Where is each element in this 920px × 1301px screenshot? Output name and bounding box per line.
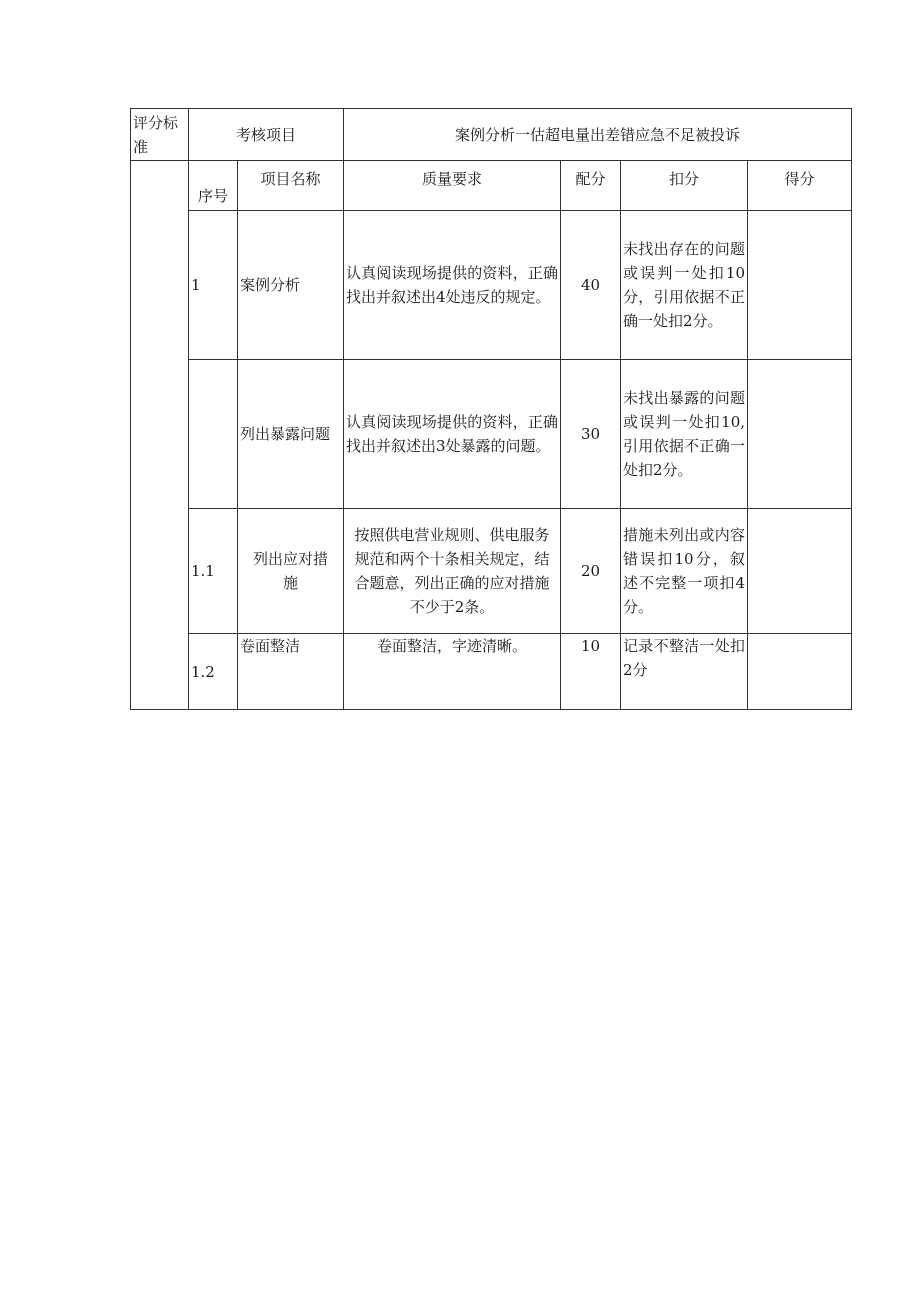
scoring-standard-body bbox=[131, 161, 189, 710]
col-header-points: 配分 bbox=[561, 161, 621, 211]
table-row bbox=[131, 634, 852, 710]
row-deduction: 未找出暴露的问题或误判一处扣10,引用依据不正确一处扣2分。 bbox=[621, 360, 748, 509]
row-deduction: 措施未列出或内容错误扣10分，叙述不完整一项扣4分。 bbox=[621, 509, 748, 634]
row-requirement: 认真阅读现场提供的资料，正确找出并叙述出4处违反的规定。 bbox=[344, 211, 561, 360]
col-header-score: 得分 bbox=[748, 161, 852, 211]
col-header-name: 项目名称 bbox=[238, 161, 344, 211]
row-points: 40 bbox=[561, 211, 621, 360]
scoring-standard-label: 评分标准 bbox=[131, 109, 189, 161]
row-seq: 1.2 bbox=[189, 634, 238, 710]
scoring-table bbox=[130, 108, 852, 710]
row-name: 列出暴露问题 bbox=[238, 360, 344, 509]
row-score bbox=[748, 211, 852, 360]
row-score bbox=[748, 634, 852, 710]
row-name: 案例分析 bbox=[238, 211, 344, 360]
row-requirement: 认真阅读现场提供的资料，正确找出并叙述出3处暴露的问题。 bbox=[344, 360, 561, 509]
assessment-item-value: 案例分析一估超电量出差错应急不足被投诉 bbox=[344, 109, 852, 161]
row-name: 列出应对措施 bbox=[238, 509, 344, 634]
table-row bbox=[131, 360, 852, 509]
assessment-item-label: 考核项目 bbox=[189, 109, 344, 161]
row-score bbox=[748, 360, 852, 509]
row-points: 30 bbox=[561, 360, 621, 509]
col-header-seq: 序号 bbox=[189, 161, 238, 211]
col-header-deduction: 扣分 bbox=[621, 161, 748, 211]
row-seq bbox=[189, 360, 238, 509]
header-row bbox=[131, 109, 852, 161]
row-requirement: 卷面整洁，字迹清晰。 bbox=[344, 634, 561, 710]
table-row bbox=[131, 211, 852, 360]
row-deduction: 记录不整洁一处扣2分 bbox=[621, 634, 748, 710]
column-header-row bbox=[131, 161, 852, 211]
row-score bbox=[748, 509, 852, 634]
row-name: 卷面整洁 bbox=[238, 634, 344, 710]
row-seq: 1.1 bbox=[189, 509, 238, 634]
table-row bbox=[131, 509, 852, 634]
row-points: 10 bbox=[561, 634, 621, 710]
row-requirement: 按照供电营业规则、供电服务规范和两个十条相关规定，结合题意，列出正确的应对措施不少于2条。 bbox=[344, 509, 561, 634]
col-header-requirement: 质量要求 bbox=[344, 161, 561, 211]
row-deduction: 未找出存在的问题或误判一处扣10分，引用依据不正确一处扣2分。 bbox=[621, 211, 748, 360]
row-points: 20 bbox=[561, 509, 621, 634]
row-seq: 1 bbox=[189, 211, 238, 360]
